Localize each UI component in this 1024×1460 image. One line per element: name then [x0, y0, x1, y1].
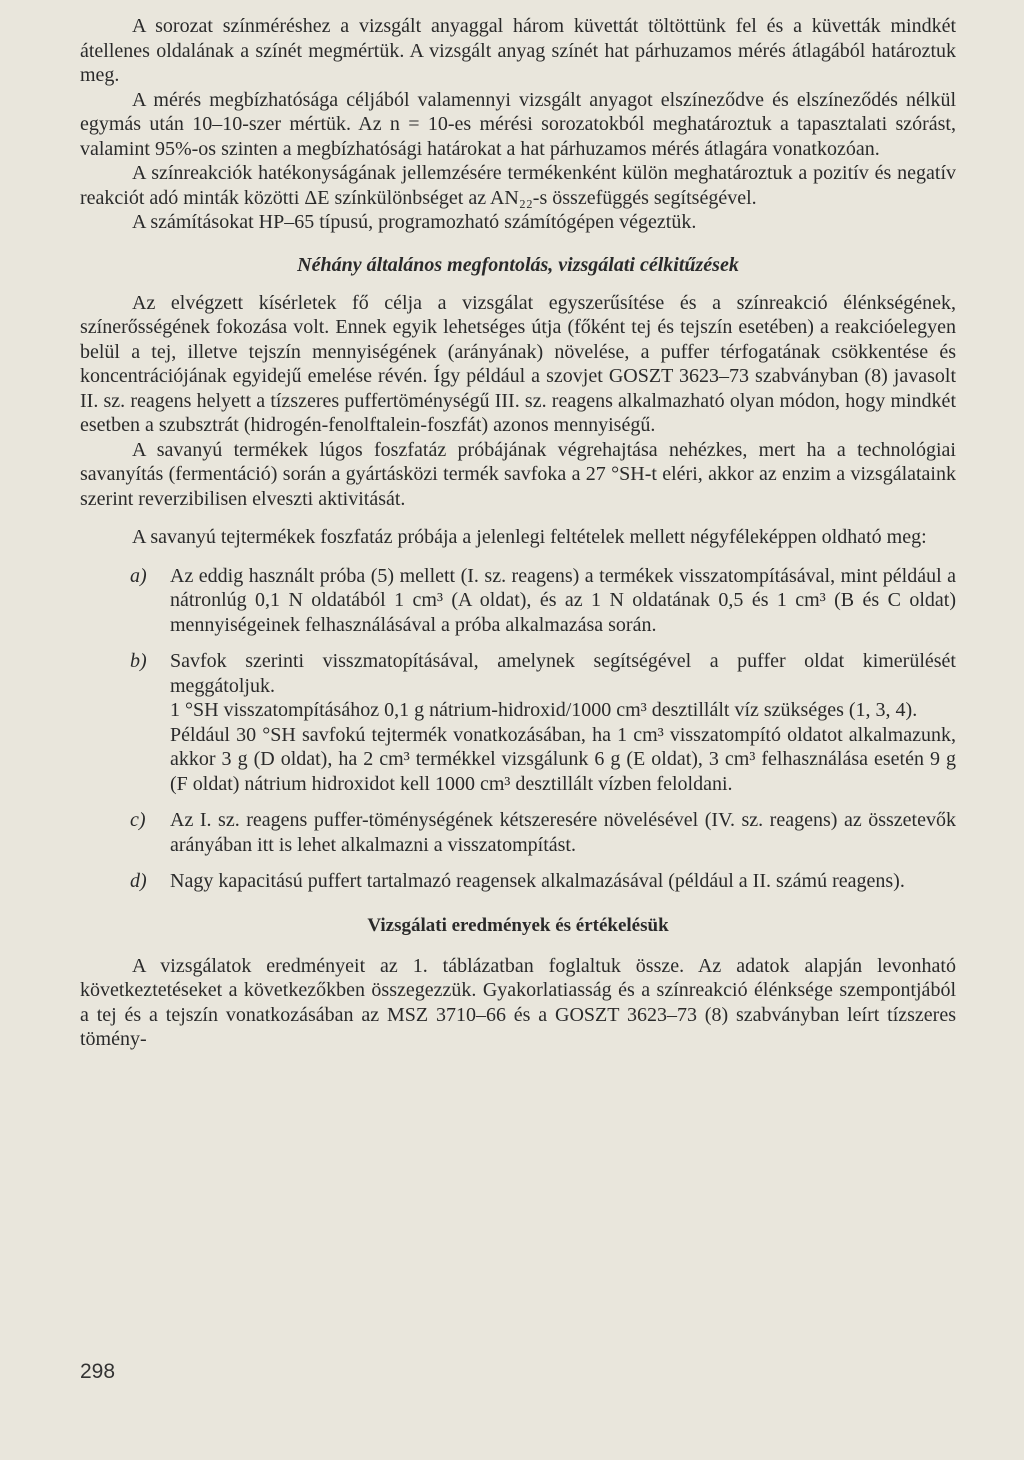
list-item-text: Nagy kapacitású puffert tartalmazó reagensek alkalmazásával (például a II. számú reagens).: [170, 870, 905, 892]
intro-paragraph-3: A színreakciók hatékonyságának jellemzésére termékenként külön meghatároztuk a pozitív és negatív reakciót adó minták közötti ΔE színkülönbséget az AN₂₂-s összefüggés segítségével.: [80, 162, 956, 209]
method-list: [80, 564, 956, 894]
intro-paragraph-2: A mérés megbízhatósága céljából valamennyi vizsgált anyagot elszíneződve és elszíneződés nélkül egymás után 10–10-szer mértük. Az n = 10-es mérési sorozatokból meghatároztuk a tapasztalati szórást, valamint 95%-os szinten a megbízhatósági határokat a hat párhuzamos mérés átlagára vonatkozóan.: [80, 88, 956, 160]
list-item-b: [80, 649, 956, 796]
list-item-text: Például 30 °SH savfokú tejtermék vonatkozásában, ha 1 cm³ visszatompító oldatot alkalmazunk, akkor 3 g (D oldat), ha 2 cm³ termékkel vizsgálunk 6 g (E oldat), 3 cm³ felhasználása esetén 9 g (F oldat) nátrium hidroxidot kell 1000 cm³ desztillált vízben feloldani.: [170, 723, 956, 795]
list-item-text: 1 °SH visszatompításához 0,1 g nátrium-hidroxid/1000 cm³ desztillált víz szükséges (1, 3, 4).: [170, 699, 918, 721]
list-item-text: Savfok szerinti visszmatopításával, amelynek segítségével a puffer oldat kimerülését meggátoljuk.: [170, 650, 956, 697]
section2-paragraph-1: A vizsgálatok eredményeit az 1. táblázatban foglaltuk össze. Az adatok alapján levonható következtetéseket a következőkben összegezzük. Gyakorlatiasság és a színreakció élénksége szempontjából a tej és a tejszín vonatkozásában az MSZ 3710–66 és a GOSZT 3623–73 (8) szabványban leírt tízszeres tömény-: [80, 954, 956, 1050]
intro-paragraph-4: A számításokat HP–65 típusú, programozható számítógépen végeztük.: [132, 211, 697, 233]
section-heading-results: Vizsgálati eredmények és értékelésük: [367, 914, 669, 936]
list-item-a: [80, 564, 956, 638]
section1-paragraph-1: Az elvégzett kísérletek fő célja a vizsgálat egyszerűsítése és a színreakció élénkségének, színerősségének fokozása volt. Ennek egyik lehetséges útja (főként tej és tejszín esetében) a reakcióelegyen belül a tej, illetve tejszín mennyiségének (arányának) növelése, a puffer térfogatának csökkentése és koncentrációjának egyidejű emelése révén. Így például a szovjet GOSZT 3623–73 szabványban (8) javasolt II. sz. reagens helyett a tízszeres puffertöménységű III. sz. reagens alkalmazható olyan módon, hogy mindkét esetben a szubsztrát (hidrogén-fenolftalein-foszfát) azonos mennyiségű.: [80, 291, 956, 436]
list-marker: a): [130, 564, 147, 587]
list-item-c: [80, 808, 956, 857]
list-marker: d): [130, 870, 147, 892]
section-heading-considerations: Néhány általános megfontolás, vizsgálati célkitűzések: [297, 253, 739, 276]
section1-paragraph-3: A savanyú tejtermékek foszfatáz próbája a jelenlegi feltételek mellett négyféleképpen oldható meg:: [132, 526, 927, 548]
list-item-d: [80, 869, 956, 894]
intro-paragraph-1: A sorozat színméréshez a vizsgált anyaggal három küvettát töltöttünk fel és a küvetták mindkét átellenes oldalának a színét megmértük. A vizsgált anyag színét hat párhuzamos mérés átlagából határoztuk meg.: [80, 15, 956, 86]
list-item-text: Az eddig használt próba (5) mellett (I. sz. reagens) a termékek visszatompításával, mint például a nátronlúg 0,1 N oldatából 1 cm³ (A oldat), és az 1 N oldatának 0,5 és 1 cm³ (B és C oldat) mennyiségeinek felhasználásával a próba alkalmazása során.: [170, 564, 956, 636]
list-item-text: Az I. sz. reagens puffer-töménységének kétszeresére növelésével (IV. sz. reagens) az összetevők arányában itt is lehet alkalmazni a visszatompítást.: [170, 809, 956, 856]
list-marker: c): [130, 809, 146, 831]
page-number: 298: [80, 1360, 116, 1383]
section1-paragraph-2: A savanyú termékek lúgos foszfatáz próbájának végrehajtása nehézkes, mert ha a technológiai savanyítás (fermentáció) során a gyártásközi termék savfoka a 27 °SH-t eléri, akkor az enzim a vizsgálataink szerint reverzibilisen elveszti aktivitását.: [80, 438, 956, 510]
list-marker: b): [130, 650, 147, 672]
